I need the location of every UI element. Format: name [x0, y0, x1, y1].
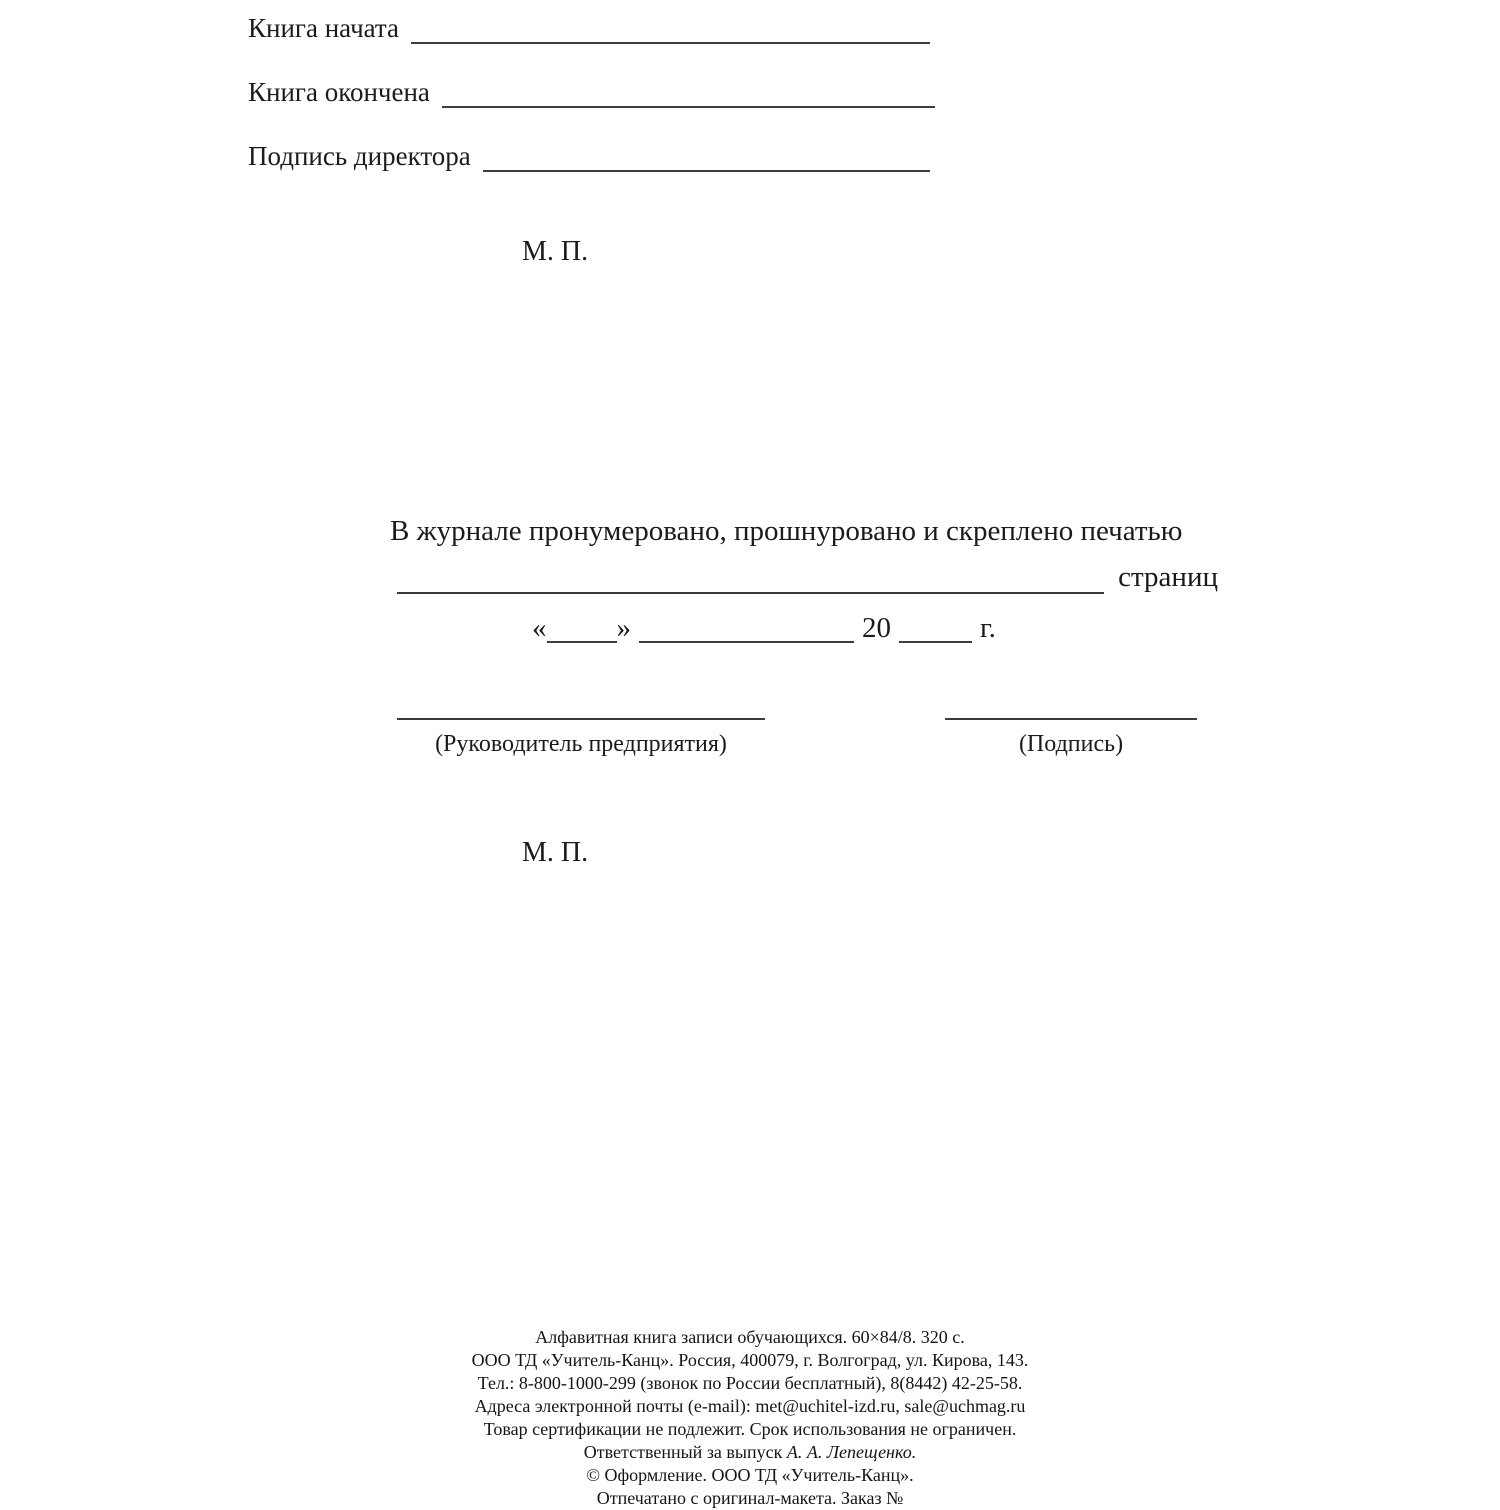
date-row	[532, 612, 996, 645]
director-signature-label: Подпись директора	[248, 141, 471, 171]
year-blank-line	[899, 633, 972, 643]
colophon-email: Адреса электронной почты (e-mail): met@uchitel-izd.ru, sale@uchmag.ru	[474, 1396, 1026, 1416]
close-guillemet: »	[616, 612, 631, 644]
year-suffix: г.	[980, 612, 996, 644]
book-started-field	[248, 10, 930, 44]
book-finished-label: Книга окончена	[248, 77, 430, 107]
book-finished-field	[248, 74, 935, 108]
open-guillemet: «	[532, 612, 547, 644]
year-prefix: 20	[862, 612, 891, 644]
colophon	[0, 1326, 1500, 1510]
signature-line	[945, 718, 1197, 720]
day-blank-line	[547, 633, 617, 643]
pages-count-row	[397, 560, 1218, 594]
colophon-publisher-address: ООО ТД «Учитель-Канц». Россия, 400079, г. Волгоград, ул. Кирова, 143.	[471, 1350, 1029, 1370]
pages-count-blank-line	[397, 564, 1104, 594]
stamp-place-bottom: М. П.	[522, 837, 589, 868]
head-signature-caption: (Руководитель предприятия)	[435, 731, 727, 757]
signature-caption: (Подпись)	[1018, 731, 1124, 757]
colophon-print-order: Отпечатано с оригинал-макета. Заказ №	[596, 1488, 904, 1508]
director-signature-field	[248, 138, 930, 172]
head-signature-line	[397, 718, 765, 720]
book-finished-blank-line	[442, 80, 935, 108]
director-signature-blank-line	[483, 144, 930, 172]
book-started-label: Книга начата	[248, 13, 400, 43]
colophon-phone: Тел.: 8-800-1000-299 (звонок по России бесплатный), 8(8442) 42-25-58.	[477, 1373, 1023, 1393]
month-blank-line	[639, 633, 854, 643]
stamp-place-top: М. П.	[522, 236, 589, 267]
book-started-blank-line	[411, 16, 930, 44]
colophon-responsible-prefix: Ответственный за выпуск	[583, 1442, 787, 1462]
colophon-responsible-name: А. А. Лепещенко.	[786, 1442, 917, 1462]
colophon-edition-info: Алфавитная книга записи обучающихся. 60×84/8. 320 с.	[535, 1327, 965, 1347]
colophon-certification-note: Товар сертификации не подлежит. Срок использования не ограничен.	[483, 1419, 1017, 1439]
pages-suffix-label: страниц	[1118, 561, 1218, 593]
colophon-responsible	[0, 1441, 1500, 1464]
certification-heading: В журнале пронумеровано, прошнуровано и скреплено печатью	[390, 515, 1183, 547]
colophon-copyright: © Оформление. ООО ТД «Учитель-Канц».	[586, 1465, 914, 1485]
